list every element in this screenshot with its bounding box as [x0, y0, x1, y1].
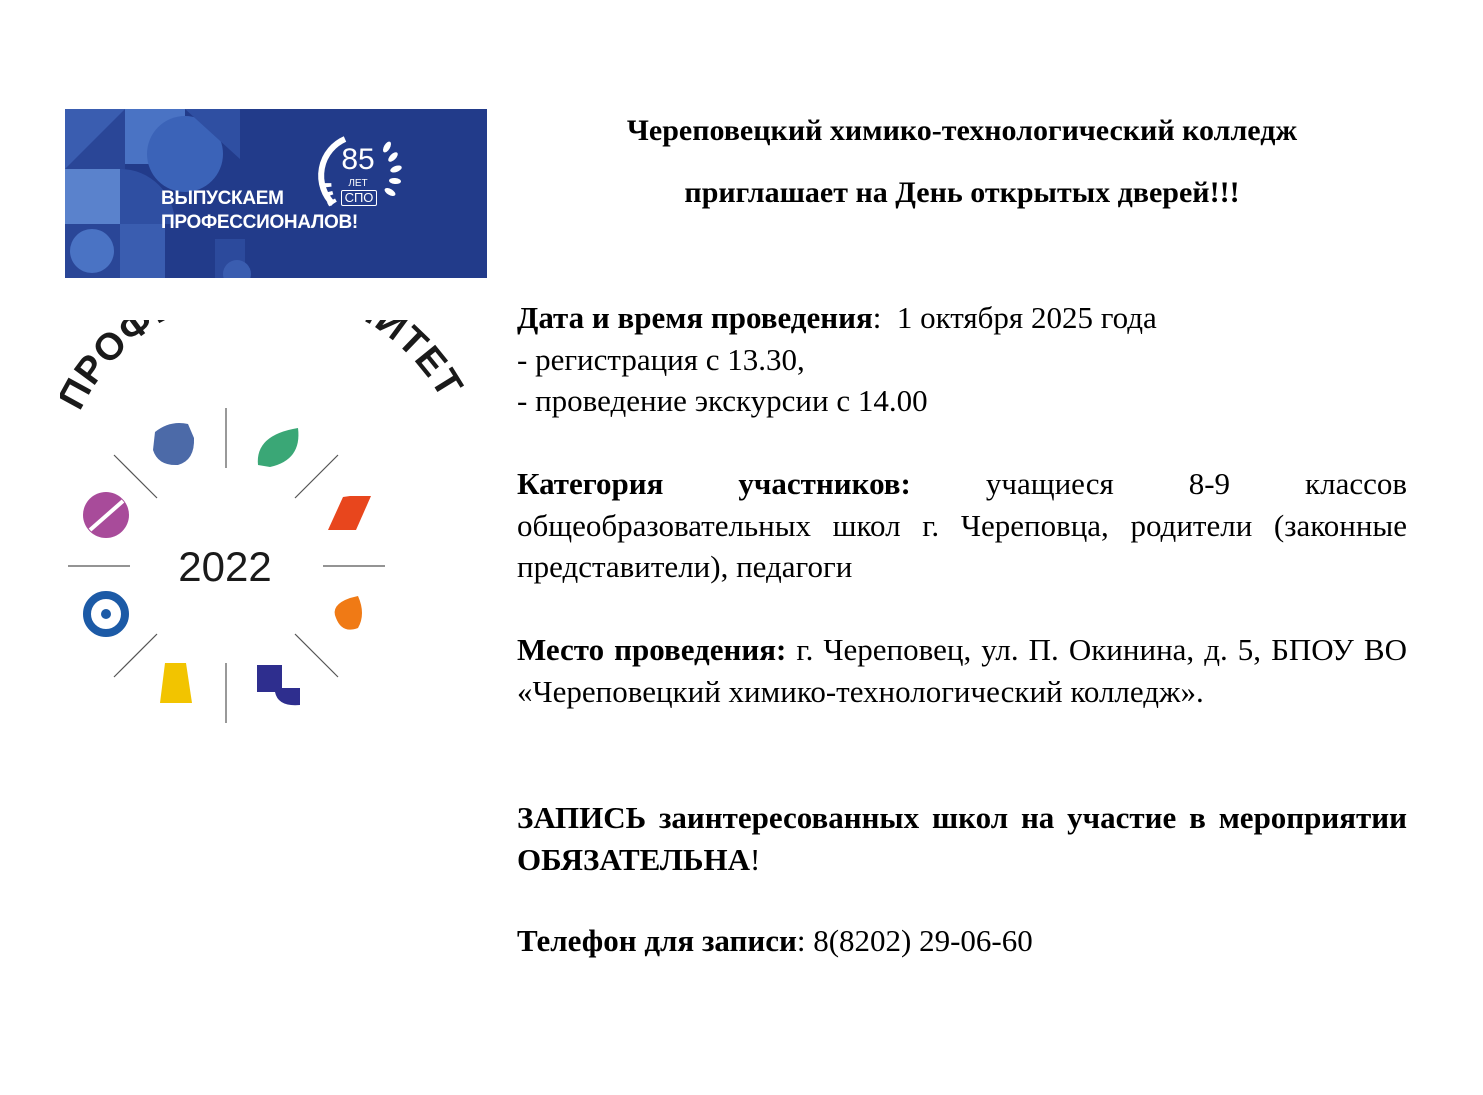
- category-block: [517, 463, 1407, 588]
- badge-spo: СПО: [341, 190, 377, 206]
- category-label: Категория участников:: [517, 466, 911, 501]
- green-leaf-icon: [258, 428, 299, 467]
- place-value: г. Череповец, ул. П. Окинина, д. 5, БПОУ ВО «Череповецкий химико-технологический колледж».: [517, 632, 1407, 709]
- logo-year: 2022: [178, 543, 272, 590]
- badge-number: 85: [341, 143, 375, 176]
- banner-text: [161, 187, 358, 235]
- blue-blob-icon: [153, 423, 194, 465]
- banner-line2: ПРОФЕССИОНАЛОВ!: [161, 212, 358, 233]
- indigo-step-icon: [257, 665, 300, 705]
- phone-label: Телефон для записи: [517, 923, 797, 958]
- yellow-trapezoid-icon: [160, 663, 192, 703]
- banner-line1: ВЫПУСКАЕМ: [161, 188, 284, 209]
- date-label: Дата и время проведения: [517, 300, 873, 335]
- category-value: учащиеся 8-9 классов общеобразовательных школ г. Череповца, родители (законные представители), педагоги: [517, 466, 1407, 584]
- professionalitet-logo: [60, 320, 470, 745]
- phone-block: [517, 920, 1407, 962]
- phone-value: : 8(8202) 29-06-60: [796, 923, 1033, 958]
- date-sep: :: [872, 300, 897, 335]
- tour-line: - проведение экскурсии с 14.00: [517, 383, 928, 418]
- signup-block: [517, 797, 1407, 880]
- heading-line2: приглашает на День открытых дверей!!!: [684, 176, 1240, 209]
- registration-line: - регистрация с 13.30,: [517, 341, 805, 377]
- logo-arc-text: РОФ ИТЕТ: [66, 320, 470, 406]
- orange-drop-icon: [335, 596, 362, 630]
- banner: [65, 109, 487, 278]
- heading-line1: Череповецкий химико-технологический колледж: [626, 114, 1298, 147]
- place-label: Место проведения:: [517, 632, 787, 667]
- date-line: [517, 297, 1407, 339]
- badge-let: ЛЕТ: [348, 178, 368, 189]
- signup-end: !: [750, 841, 761, 877]
- date-value: 1 октября 2025 года: [896, 300, 1157, 335]
- signup-text: ЗАПИСЬ заинтересованных школ на участие в мероприятии ОБЯЗАТЕЛЬНА: [517, 800, 1407, 877]
- place-block: [517, 629, 1407, 712]
- red-parallelogram-icon: [328, 496, 371, 530]
- date-block: [517, 297, 1407, 422]
